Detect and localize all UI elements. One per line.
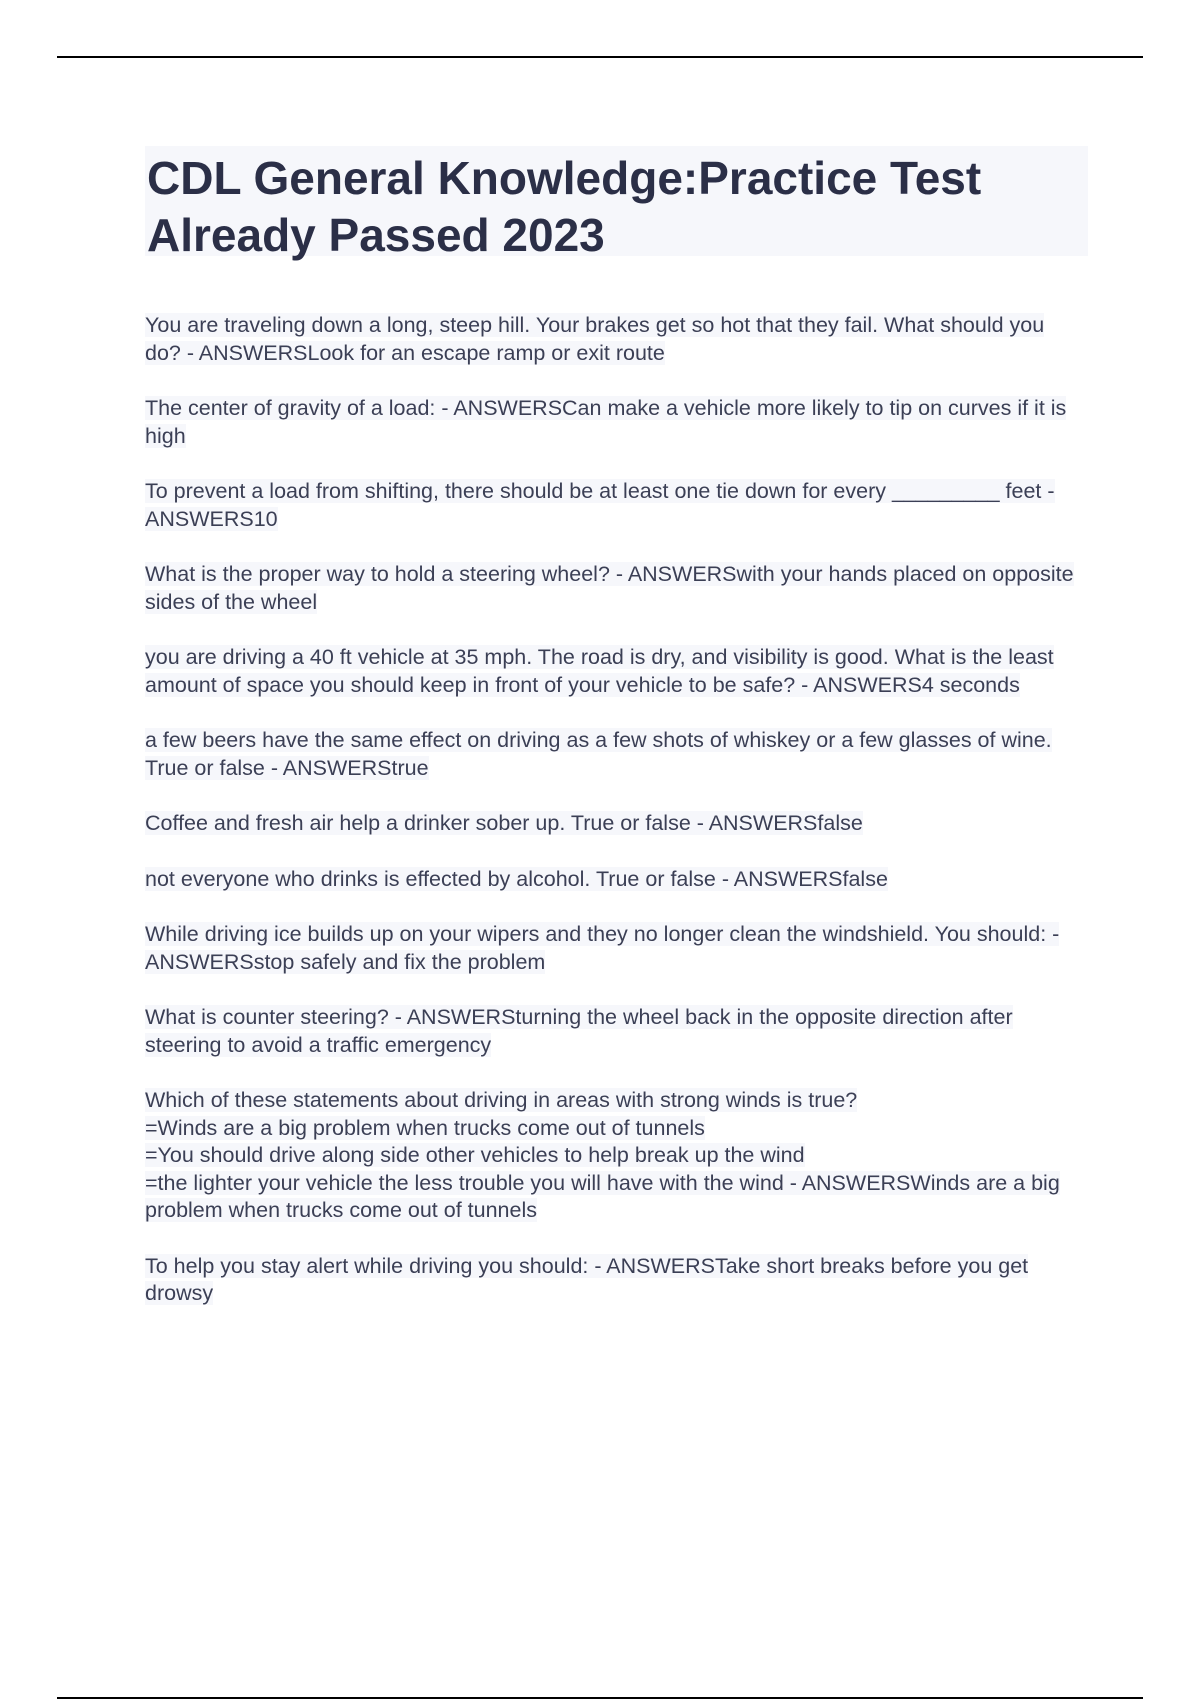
qa-text: not everyone who drinks is effected by alcohol. True or false - ANSWERSfalse <box>145 866 888 891</box>
bottom-rule <box>57 1697 1143 1699</box>
qa-item <box>145 866 1085 894</box>
qa-text: To help you stay alert while driving you should: - ANSWERSTake short breaks before you get drowsy <box>145 1253 1029 1305</box>
qa-list <box>145 312 1085 1336</box>
document-title: CDL General Knowledge:Practice Test Already Passed 2023 <box>147 152 982 261</box>
qa-item <box>145 1253 1085 1308</box>
qa-item <box>145 644 1085 699</box>
qa-item <box>145 727 1085 782</box>
qa-text: While driving ice builds up on your wipers and they no longer clean the windshield. You should: - ANSWERSstop safely and fix the problem <box>145 922 1060 974</box>
qa-text: a few beers have the same effect on driving as a few shots of whiskey or a few glasses of wine. True or false - ANSWERStrue <box>145 728 1052 780</box>
title-block <box>145 146 1088 261</box>
qa-item <box>145 312 1085 367</box>
qa-text: To prevent a load from shifting, there should be at least one tie down for every _________ feet - ANSWERS10 <box>145 479 1055 531</box>
qa-item <box>145 1087 1085 1225</box>
qa-text: The center of gravity of a load: - ANSWERSCan make a vehicle more likely to tip on curves if it is high <box>145 396 1067 448</box>
qa-item <box>145 561 1085 616</box>
qa-text: Which of these statements about driving in areas with strong winds is true? =Winds are a big problem when trucks come out of tunnels =You should drive along side other vehicles to help break up the wind =the lighter your vehicle the less trouble you will have with the wind - ANSWERSWinds are a big problem when trucks come out of tunnels <box>145 1088 1060 1222</box>
qa-text: You are traveling down a long, steep hill. Your brakes get so hot that they fail. What should you do? - ANSWERSLook for an escape ramp or exit route <box>145 313 1045 365</box>
qa-item <box>145 395 1085 450</box>
qa-item <box>145 921 1085 976</box>
top-rule <box>57 56 1143 58</box>
qa-text: What is the proper way to hold a steering wheel? - ANSWERSwith your hands placed on opposite sides of the wheel <box>145 562 1074 614</box>
qa-text: What is counter steering? - ANSWERSturning the wheel back in the opposite direction after steering to avoid a traffic emergency <box>145 1005 1013 1057</box>
qa-item <box>145 810 1085 838</box>
qa-text: Coffee and fresh air help a drinker sober up. True or false - ANSWERSfalse <box>145 811 863 835</box>
qa-item <box>145 478 1085 533</box>
qa-text: you are driving a 40 ft vehicle at 35 mph. The road is dry, and visibility is good. What is the least amount of space you should keep in front of your vehicle to be safe? - ANSWERS4 seconds <box>145 645 1054 697</box>
qa-item <box>145 1004 1085 1059</box>
